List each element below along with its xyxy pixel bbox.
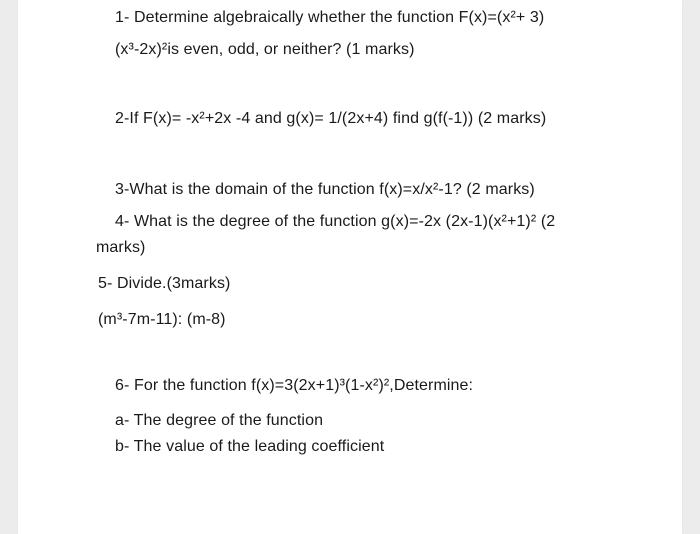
question-4-line-1: 4- What is the degree of the function g(x)=-2x (2x-1)(x²+1)² (2 — [115, 213, 556, 230]
question-6-part-b: b- The value of the leading coefficient — [115, 438, 385, 455]
worksheet-page — [18, 0, 682, 534]
question-5-expression: (m³-7m-11): (m-8) — [98, 311, 226, 328]
question-5-heading: 5- Divide.(3marks) — [98, 275, 231, 292]
question-1-line-1: 1- Determine algebraically whether the function F(x)=(x²+ 3) — [115, 9, 545, 26]
question-4-line-2: marks) — [96, 239, 146, 256]
question-6-part-a: a- The degree of the function — [115, 412, 324, 429]
question-1-line-2: (x³-2x)²is even, odd, or neither? (1 marks) — [115, 41, 415, 58]
question-2: 2-If F(x)= -x²+2x -4 and g(x)= 1/(2x+4) find g(f(-1)) (2 marks) — [115, 110, 547, 127]
question-6-heading: 6- For the function f(x)=3(2x+1)³(1-x²)²,Determine: — [115, 377, 474, 394]
question-3: 3-What is the domain of the function f(x)=x/x²-1? (2 marks) — [115, 181, 535, 198]
